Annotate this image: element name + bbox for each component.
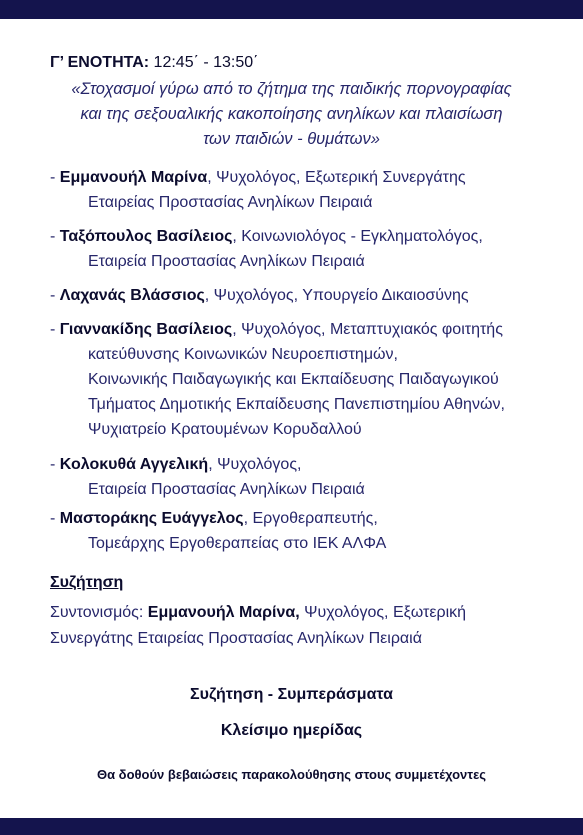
moderator-role: Ψυχολόγος, Εξωτερική — [299, 604, 467, 621]
discussion-title: Συζήτηση — [50, 574, 124, 591]
certificates-note: Θα δοθούν βεβαιώσεις παρακολούθησης στους συμμετέχοντες — [96, 767, 487, 782]
speaker-bullet: - — [50, 287, 60, 304]
speaker-affiliation: κατεύθυνσης Κοινωνικών Νευροεπιστημών, — [88, 346, 398, 363]
speaker-name: Εμμανουήλ Μαρίνα — [59, 169, 208, 186]
session-theme-line-2: και της σεξουαλικής κακοποίησης ανηλίκων και πλαισίωση — [80, 105, 503, 123]
speaker-name: Κολοκυθά Αγγελική — [59, 456, 209, 473]
speaker-affiliation: Τομεάρχης Εργοθεραπείας στο ΙΕΚ ΑΛΦΑ — [88, 535, 387, 552]
conclusions-heading: Συζήτηση - Συμπεράσματα — [190, 686, 393, 703]
speaker-bullet: - — [50, 169, 60, 186]
speaker-bullet: - — [50, 228, 60, 245]
speaker-role: , Ψυχολόγος, Εξωτερική Συνεργάτης — [207, 169, 466, 186]
speaker-name: Ταξόπουλος Βασίλειος — [59, 228, 233, 245]
moderator-name: Εμμανουήλ Μαρίνα, — [147, 604, 300, 621]
session-heading — [50, 54, 259, 72]
moderator-line — [50, 604, 466, 622]
closing-heading: Κλείσιμο ημερίδας — [220, 722, 363, 739]
speaker-name: Λαχανάς Βλάσσιος — [59, 287, 205, 304]
speaker-bullet: - — [50, 456, 60, 473]
speaker-name: Γιαννακίδης Βασίλειος — [59, 321, 233, 338]
speaker-affiliation: Εταιρεία Προστασίας Ανηλίκων Πειραιά — [88, 253, 365, 270]
speaker-bullet: - — [50, 510, 60, 527]
speaker-role: , Ψυχολόγος, — [208, 456, 302, 473]
session-time: 12:45΄ - 13:50΄ — [153, 54, 259, 71]
speaker-affiliation: Κοινωνικής Παιδαγωγικής και Εκπαίδευσης Παιδαγωγικού — [88, 371, 499, 388]
session-theme-line-3: των παιδιών - θυμάτων» — [203, 130, 380, 148]
speaker-role: , Ψυχολόγος, Μεταπτυχιακός φοιτητής — [232, 321, 503, 338]
speaker-affiliation: Εταιρείας Προστασίας Ανηλίκων Πειραιά — [88, 194, 373, 211]
session-theme-line-1: «Στοχασμοί γύρω από το ζήτημα της παιδικής πορνογραφίας — [71, 80, 512, 98]
moderator-label: Συντονισμός: — [50, 604, 148, 621]
speaker-role: , Ψυχολόγος, Υπουργείο Δικαιοσύνης — [204, 287, 469, 304]
session-label: Γ’ ΕΝΟΤΗΤΑ: — [50, 54, 150, 71]
moderator-affiliation: Συνεργάτης Εταιρείας Προστασίας Ανηλίκων Πειραιά — [50, 630, 422, 647]
bottom-band — [0, 818, 583, 835]
top-band — [0, 0, 583, 19]
speaker-affiliation: Ψυχιατρείο Κρατουμένων Κορυδαλλού — [88, 421, 362, 438]
speaker-affiliation: Τμήματος Δημοτικής Εκπαίδευσης Πανεπιστημίου Αθηνών, — [88, 396, 505, 413]
speaker-affiliation: Εταιρεία Προστασίας Ανηλίκων Πειραιά — [88, 481, 365, 498]
speaker-role: , Εργοθεραπευτής, — [243, 510, 378, 527]
speaker-role: , Κοινωνιολόγος - Εγκληματολόγος, — [232, 228, 483, 245]
speaker-name: Μαστοράκης Ευάγγελος — [59, 510, 244, 527]
speaker-bullet: - — [50, 321, 60, 338]
